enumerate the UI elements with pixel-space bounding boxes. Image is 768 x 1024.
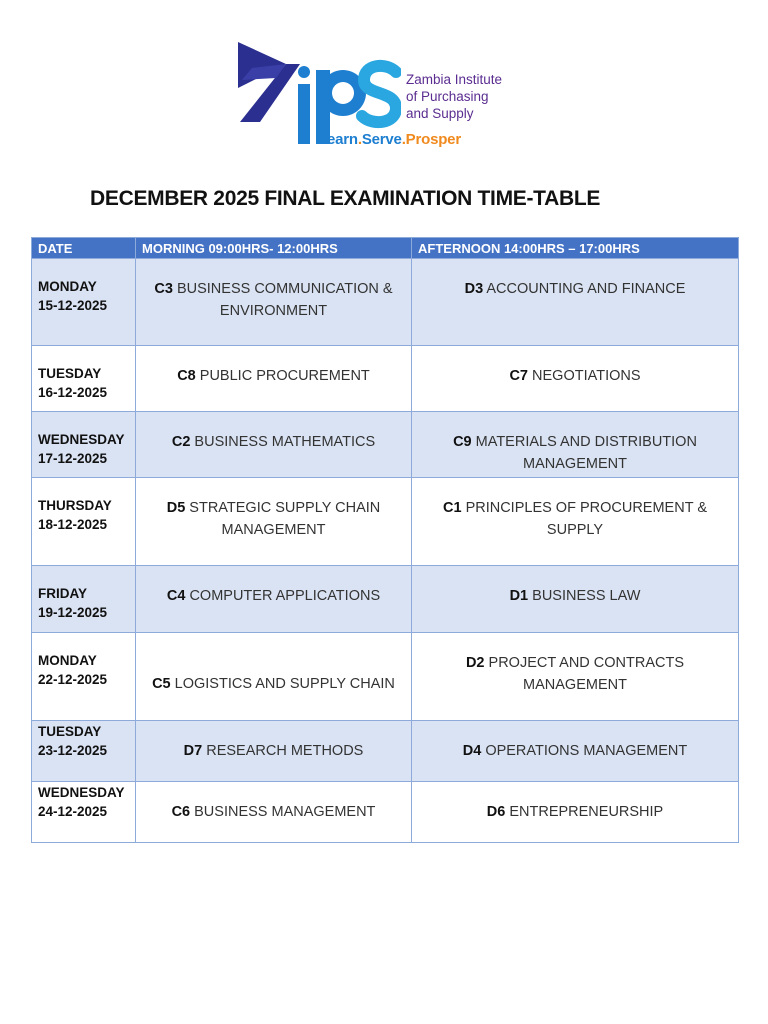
institute-name: Zambia Institute of Purchasing and Supply <box>406 72 503 121</box>
date-cell <box>32 782 136 843</box>
exam-date: 22-12-2025 <box>38 672 108 687</box>
paper-subject: ENTREPRENEURSHIP <box>509 804 664 820</box>
table-row <box>32 412 739 478</box>
day-name: FRIDAY <box>38 586 88 601</box>
exam-date: 19-12-2025 <box>38 605 108 620</box>
morning-paper <box>136 566 412 633</box>
table-row <box>32 566 739 633</box>
paper-subject: BUSINESS MANAGEMENT <box>194 804 376 820</box>
morning-paper <box>136 412 412 478</box>
day-name: WEDNESDAY <box>38 432 125 447</box>
afternoon-paper <box>412 782 739 843</box>
exam-date: 17-12-2025 <box>38 451 108 466</box>
date-cell <box>32 412 136 478</box>
date-cell <box>32 478 136 566</box>
morning-paper <box>136 346 412 412</box>
paper-subject: BUSINESS COMMUNICATION & ENVIRONMENT <box>176 281 393 319</box>
paper-code: D2 <box>465 655 485 671</box>
paper-code: C6 <box>171 804 191 820</box>
paper-subject: NEGOTIATIONS <box>532 368 641 384</box>
paper-subject: STRATEGIC SUPPLY CHAIN MANAGEMENT <box>189 500 381 538</box>
paper-subject: PUBLIC PROCUREMENT <box>199 368 370 384</box>
column-header-afternoon: AFTERNOON 14:00HRS – 17:00HRS <box>412 238 739 259</box>
morning-paper <box>136 633 412 721</box>
morning-paper <box>136 478 412 566</box>
day-name: TUESDAY <box>38 366 102 381</box>
paper-subject: MATERIALS AND DISTRIBUTION MANAGEMENT <box>475 434 697 472</box>
morning-paper <box>136 782 412 843</box>
paper-code: D7 <box>183 743 203 759</box>
paper-code: D5 <box>166 500 186 516</box>
morning-paper <box>136 721 412 782</box>
afternoon-paper <box>412 412 739 478</box>
afternoon-paper <box>412 259 739 346</box>
exam-date: 16-12-2025 <box>38 385 108 400</box>
date-cell <box>32 259 136 346</box>
table-row <box>32 478 739 566</box>
paper-subject: LOGISTICS AND SUPPLY CHAIN <box>174 676 395 692</box>
document-title: DECEMBER 2025 FINAL EXAMINATION TIME-TABLE <box>90 187 601 210</box>
paper-subject: BUSINESS LAW <box>532 588 641 604</box>
table-row <box>32 721 739 782</box>
day-name: THURSDAY <box>38 498 112 513</box>
paper-subject: ACCOUNTING AND FINANCE <box>486 281 686 297</box>
table-row <box>32 346 739 412</box>
paper-subject: RESEARCH METHODS <box>206 743 364 759</box>
day-name: WEDNESDAY <box>38 785 125 800</box>
exam-timetable <box>31 237 739 843</box>
exam-date: 15-12-2025 <box>38 298 108 313</box>
afternoon-paper <box>412 633 739 721</box>
date-cell <box>32 346 136 412</box>
exam-date: 23-12-2025 <box>38 743 108 758</box>
afternoon-paper <box>412 346 739 412</box>
afternoon-paper <box>412 566 739 633</box>
paper-code: C4 <box>166 588 186 604</box>
exam-date: 18-12-2025 <box>38 517 108 532</box>
paper-code: C8 <box>177 368 196 384</box>
table-row <box>32 782 739 843</box>
paper-subject: PROJECT AND CONTRACTS MANAGEMENT <box>488 655 685 693</box>
date-cell <box>32 721 136 782</box>
paper-code: C7 <box>509 368 528 384</box>
paper-subject: BUSINESS MATHEMATICS <box>194 434 376 450</box>
paper-subject: COMPUTER APPLICATIONS <box>189 588 381 604</box>
date-cell <box>32 633 136 721</box>
paper-code: C9 <box>453 434 472 450</box>
column-header-date: DATE <box>32 238 136 259</box>
table-header-row <box>32 238 739 259</box>
paper-code: D3 <box>464 281 484 297</box>
paper-code: C1 <box>442 500 462 516</box>
paper-code: D4 <box>462 743 482 759</box>
day-name: TUESDAY <box>38 724 102 739</box>
column-header-morning: MORNING 09:00HRS- 12:00HRS <box>136 238 412 259</box>
table-row <box>32 259 739 346</box>
day-name: MONDAY <box>38 279 97 294</box>
exam-date: 24-12-2025 <box>38 804 108 819</box>
afternoon-paper <box>412 721 739 782</box>
morning-paper <box>136 259 412 346</box>
paper-subject: PRINCIPLES OF PROCUREMENT & SUPPLY <box>465 500 708 538</box>
afternoon-paper <box>412 478 739 566</box>
paper-code: C2 <box>171 434 191 450</box>
table-row <box>32 633 739 721</box>
date-cell <box>32 566 136 633</box>
paper-code: C3 <box>154 281 173 297</box>
paper-code: C5 <box>152 676 171 692</box>
tagline: Learn.Serve.Prosper <box>318 131 461 148</box>
paper-subject: OPERATIONS MANAGEMENT <box>485 743 688 759</box>
paper-code: D1 <box>509 588 529 604</box>
zips-logo <box>236 38 526 150</box>
paper-code: D6 <box>486 804 506 820</box>
day-name: MONDAY <box>38 653 97 668</box>
